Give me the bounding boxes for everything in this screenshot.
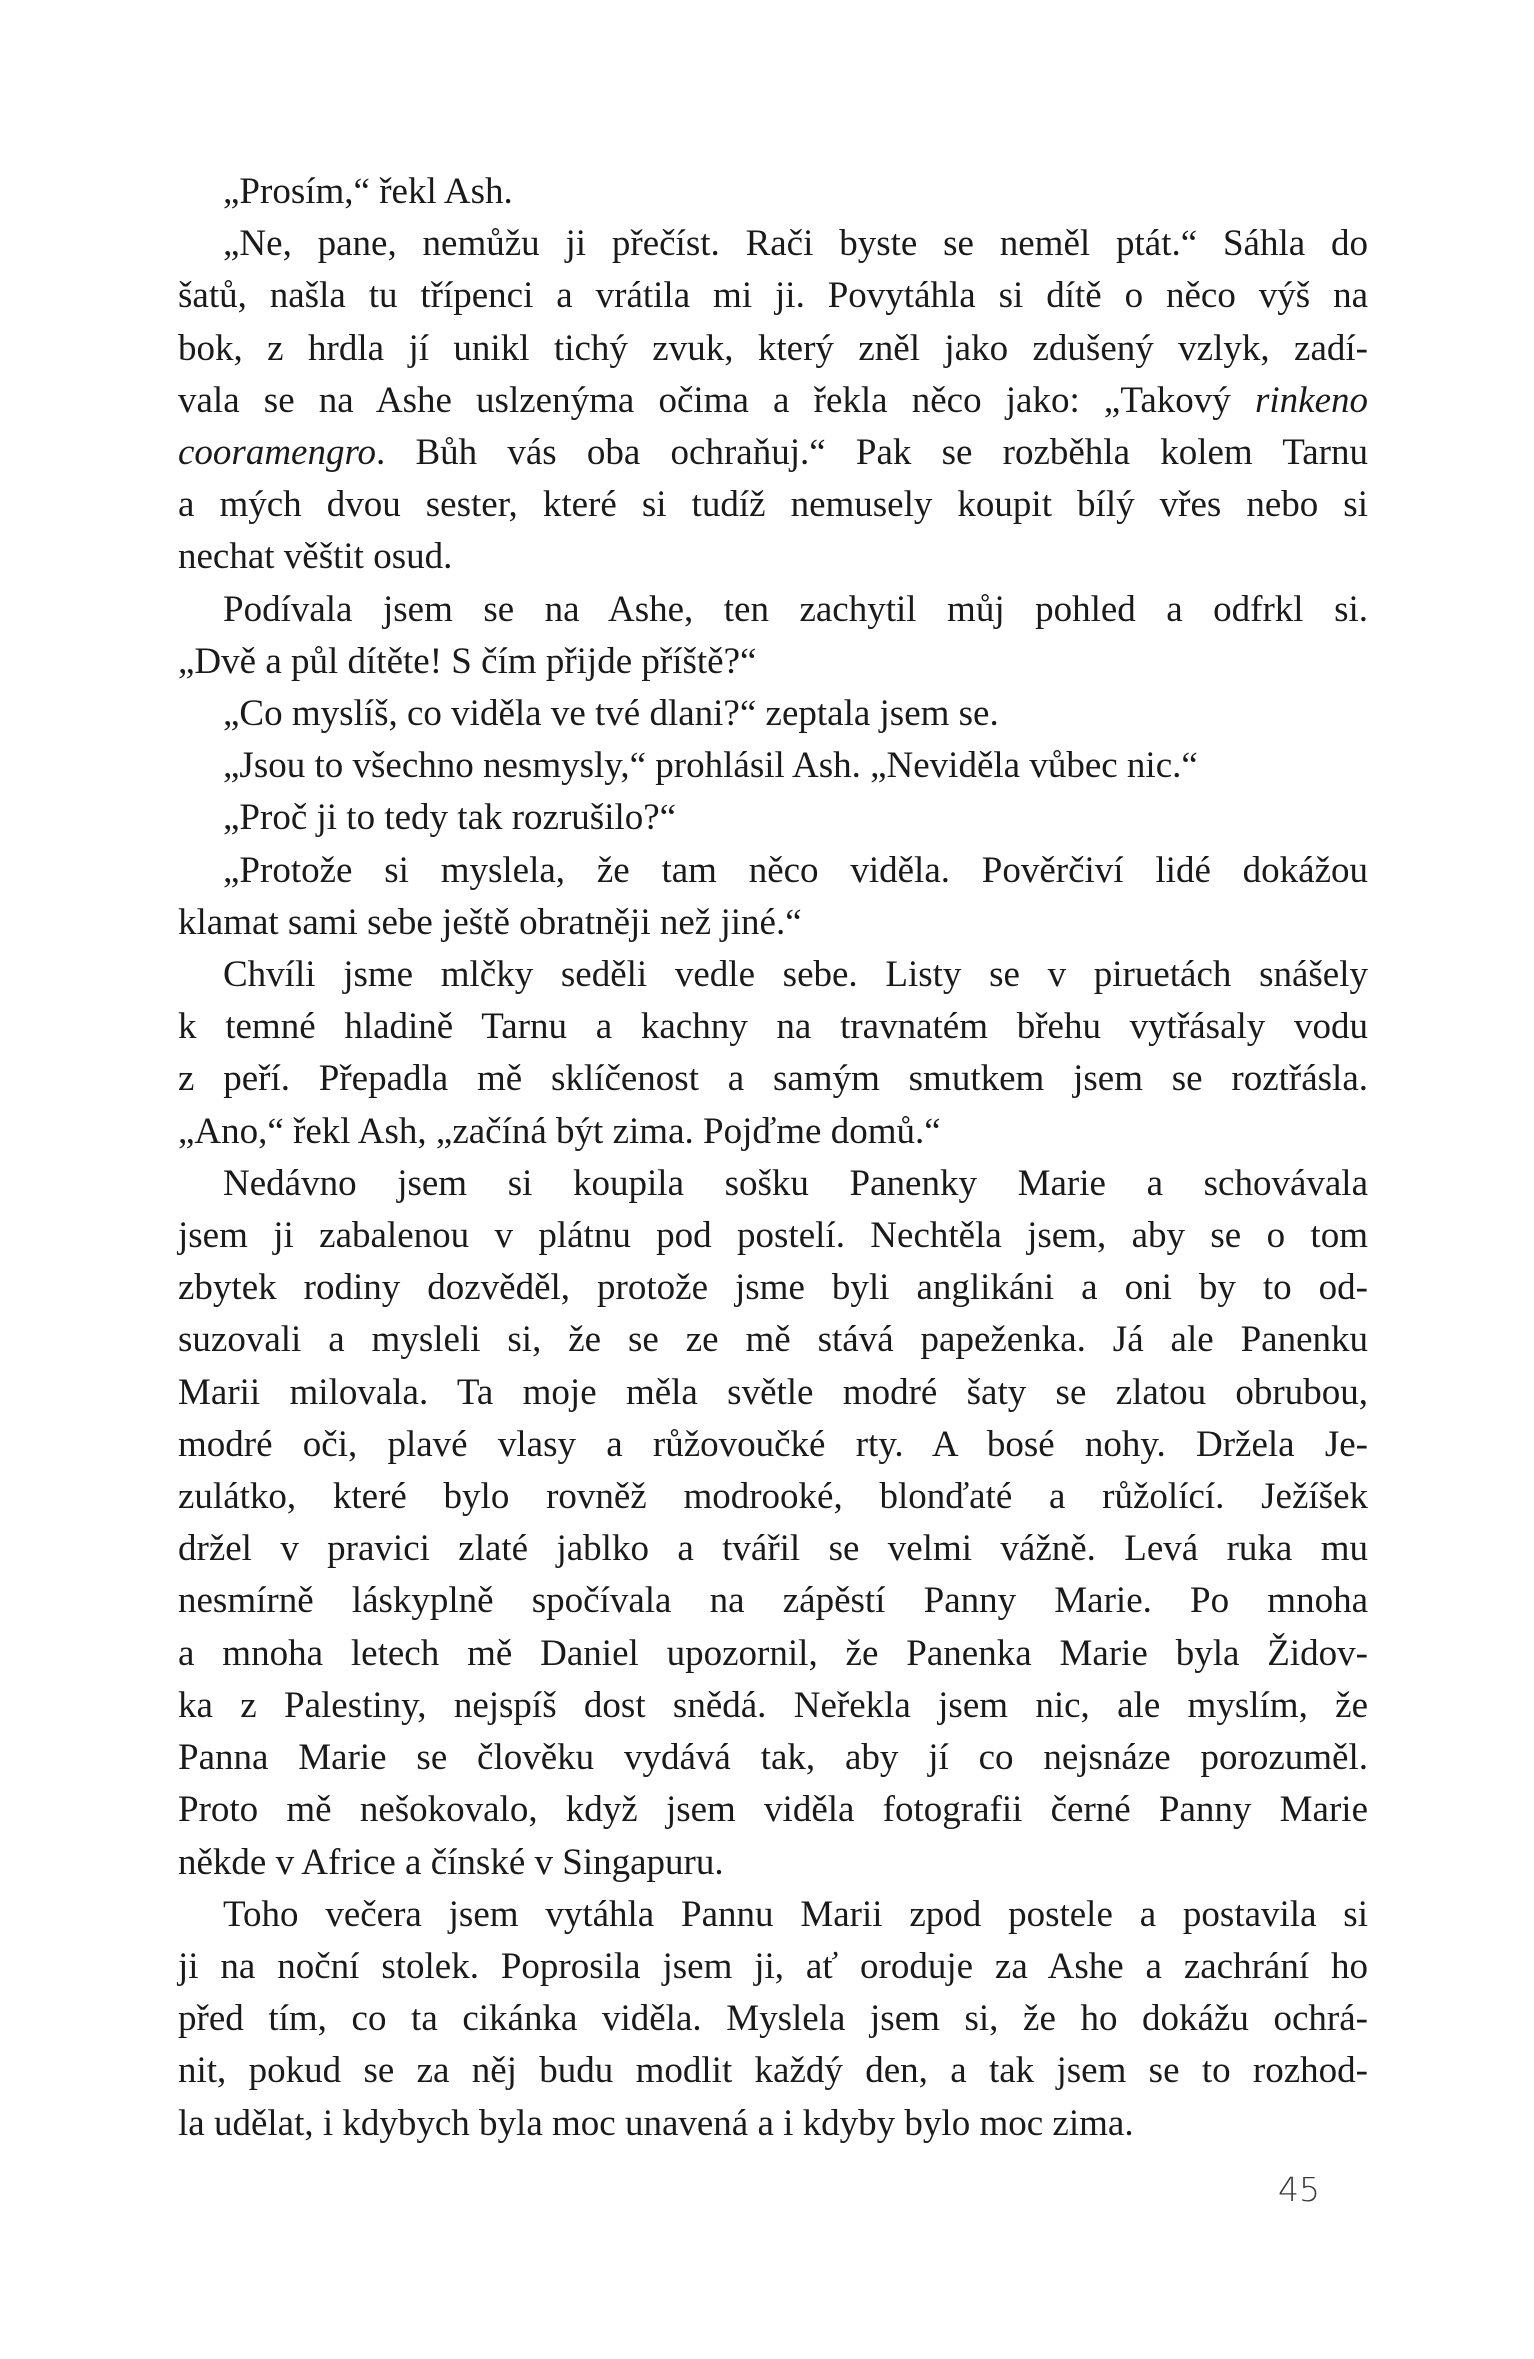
paragraph [178, 584, 1368, 688]
text-line: držel v pravici zlaté jablko a tvářil se velmi vážně. Levá ruka mu [178, 1528, 1368, 1570]
text-line: bok, z hrdla jí unikl tichý zvuk, který zněl jako zdušený vzlyk, zadí- [178, 327, 1368, 369]
paragraph [178, 166, 1368, 218]
text-line: suzovali a mysleli si, že se ze mě stává papeženka. Já ale Panenku [178, 1319, 1368, 1361]
text-line: k temné hladině Tarnu a kachny na travnatém břehu vytřásaly vodu [178, 1006, 1368, 1048]
text-line [178, 375, 1368, 427]
text-line: Podívala jsem se na Ashe, ten zachytil můj pohled a odfrkl si. [223, 588, 1368, 630]
text-line: šatů, našla tu třípenci a vrátila mi ji. Povytáhla si dítě o něco výš na [178, 275, 1368, 317]
text-line: ji na noční stolek. Poprosila jsem ji, ať oroduje za Ashe a zachrání ho [178, 1945, 1368, 1987]
text-line: zbytek rodiny dozvěděl, protože jsme byli anglikáni a oni by to od- [178, 1267, 1368, 1309]
text-line: někde v Africe a čínské v Singapuru. [178, 1841, 724, 1883]
text-line: nechat věštit osud. [178, 536, 453, 578]
text-line: klamat sami sebe ještě obratněji než jiné.“ [178, 901, 802, 943]
text-line: „Co myslíš, co viděla ve tvé dlani?“ zeptala jsem se. [223, 693, 999, 735]
text-line: Nedávno jsem si koupila sošku Panenky Marie a schovávala [223, 1162, 1368, 1204]
body-text [178, 166, 1368, 2150]
paragraph [178, 845, 1368, 949]
text-line: „Ne, pane, nemůžu ji přečíst. Rači byste se neměl ptát.“ Sáhla do [223, 223, 1368, 265]
text-line: Chvíli jsme mlčky seděli vedle sebe. Listy se v piruetách snášely [223, 954, 1368, 996]
paragraph [178, 949, 1368, 1158]
paragraph [178, 218, 1368, 583]
text-line: zulátko, které bylo rovněž modrooké, blonďaté a růžolící. Ježíšek [178, 1476, 1368, 1518]
text-line: la udělat, i kdybych byla moc unavená a i kdyby bylo moc zima. [178, 2102, 1134, 2144]
paragraph [178, 740, 1368, 792]
text-segment: . Bůh vás oba ochraňuj.“ Pak se rozběhla kolem Tarnu [376, 432, 1368, 474]
paragraph [178, 792, 1368, 844]
text-line: Panna Marie se člověku vydává tak, aby jí co nejsnáze porozuměl. [178, 1737, 1368, 1779]
text-line: nit, pokud se za něj budu modlit každý den, a tak jsem se to rozhod- [178, 2050, 1368, 2092]
text-line: před tím, co ta cikánka viděla. Myslela jsem si, že ho dokážu ochrá- [178, 1998, 1368, 2040]
text-line: jsem ji zabalenou v plátnu pod postelí. Nechtěla jsem, aby se o tom [178, 1215, 1368, 1257]
text-line: „Dvě a půl dítěte! S čím přijde příště?“ [178, 640, 757, 682]
text-line: „Prosím,“ řekl Ash. [223, 171, 513, 212]
text-line: ka z Palestiny, nejspíš dost snědá. Neřekla jsem nic, ale myslím, že [178, 1684, 1368, 1726]
text-line: „Ano,“ řekl Ash, „začíná být zima. Pojďme domů.“ [178, 1110, 941, 1152]
text-segment: vala se na Ashe uslzenýma očima a řekla něco jako: „Takový [178, 379, 1255, 421]
text-line [178, 427, 1368, 479]
italic-word: cooramengro [178, 432, 376, 474]
text-line: nesmírně láskyplně spočívala na zápěstí Panny Marie. Po mnoha [178, 1580, 1368, 1622]
text-line: Marii milovala. Ta moje měla světle modré šaty se zlatou obrubou, [178, 1371, 1368, 1413]
paragraph [178, 1158, 1368, 1889]
text-line: Proto mě nešokovalo, když jsem viděla fotografii černé Panny Marie [178, 1789, 1368, 1831]
text-line: Toho večera jsem vytáhla Pannu Marii zpod postele a postavila si [223, 1893, 1368, 1935]
paragraph [178, 688, 1368, 740]
text-line: z peří. Přepadla mě sklíčenost a samým smutkem jsem se roztřásla. [178, 1058, 1368, 1100]
text-line: „Jsou to všechno nesmysly,“ prohlásil Ash. „Neviděla vůbec nic.“ [223, 745, 1198, 787]
paragraph [178, 1889, 1368, 2150]
italic-word: rinkeno [1254, 379, 1368, 421]
page-number: 45 [1278, 2170, 1320, 2209]
text-line: modré oči, plavé vlasy a růžovoučké rty. A bosé nohy. Držela Je- [178, 1423, 1368, 1465]
text-line: a mých dvou sester, které si tudíž nemusely koupit bílý vřes nebo si [178, 484, 1368, 526]
text-line: „Protože si myslela, že tam něco viděla. Pověrčiví lidé dokážou [223, 849, 1368, 891]
text-line: a mnoha letech mě Daniel upozornil, že Panenka Marie byla Židov- [178, 1632, 1368, 1674]
text-line: „Proč ji to tedy tak rozrušilo?“ [223, 797, 677, 839]
